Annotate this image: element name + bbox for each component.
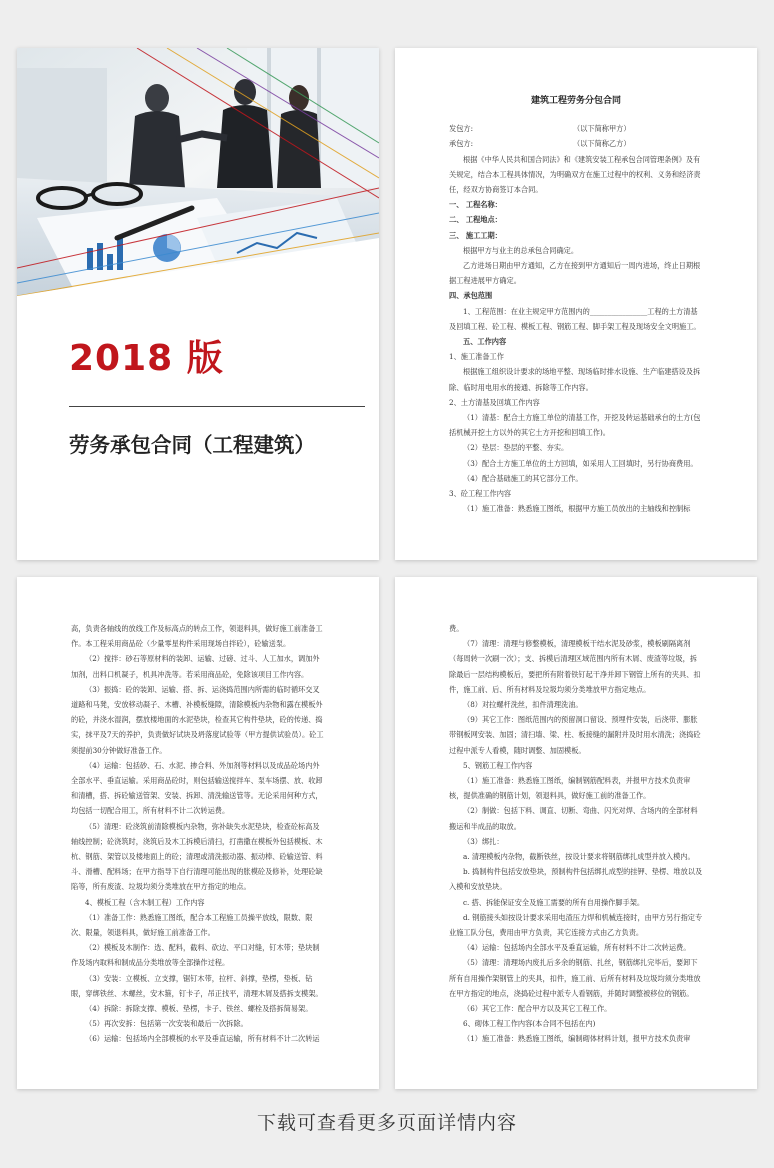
paragraph: （3）振捣：砼的装卸、运输、搭、拆、运浇捣范围内所需的临时循环交叉道路和马凳，安放移动凝子、木槽、补模板缝隙，清除模板内杂物和露在模板外的砼，并浇水湿润，摆放楼地面的水泥垫块，检查其它构件垫块，砼的传递、捣实，抹平及7天的养护，负责做好试块及坍落度试验等（甲方提供试验员）。砼工须提前30分钟做好准备工作。 <box>71 684 324 755</box>
page-3-text <box>71 621 325 1047</box>
paragraph: （1）施工准备：熟悉施工图纸，编制砌体材料计划，报甲方技术负责审 <box>463 1034 691 1044</box>
party-b-note: （以下简称乙方） <box>573 139 631 149</box>
paragraph: （4）运输：包括砂、石、水泥、掺合料、外加剂等材料以及成品砼场内外全部水平、垂直运输。采用商品砼时，则包括输送搅拌车、泵车场摆、放、收卸和清槽，搭、拆砼输送管架、安装、拆卸、清洗输送管等。无论采用何种方式，均包括一切配合用工，所有材料不计二次转运费。 <box>71 760 323 816</box>
paragraph: （1）施工准备：熟悉施工图纸，编制钢筋配料表，并报甲方技术负责审核，提供准确的钢筋计划，领退料具，做好施工前的准备工作。 <box>449 776 691 801</box>
cover-title: 劳务承包合同（工程建筑） <box>69 433 315 457</box>
page-4-text <box>449 621 703 1047</box>
paragraph: 二、 工程地点： <box>449 215 502 225</box>
paragraph: 乙方进场日期由甲方通知，乙方在接到甲方通知后一周内进场，终止日期根据工程进展甲方确定。 <box>449 261 701 286</box>
paragraph: （2）垫层：垫层的平整、夯实。 <box>463 443 569 453</box>
cover-photo <box>17 48 379 296</box>
cover-year-label: 2018 版 <box>69 338 224 379</box>
party-a-note: （以下简称甲方） <box>573 124 631 134</box>
paragraph: （6）运输：包括场内全部模板的水平及垂直运输，所有材料不计二次转运 <box>85 1034 320 1044</box>
paragraph: c. 搭、拆能保证安全及施工需要的所有自用操作脚手架。 <box>463 897 645 907</box>
paragraph: 四、承包范围 <box>449 291 493 301</box>
paragraph: 1、工程范围：在业主规定甲方范围内的________________工程的土方清基及回填工程、砼工程、模板工程、钢筋工程、脚手架工程及现场安全文明施工。 <box>449 306 701 331</box>
paragraph: 根据甲方与业主的总承包合同确定。 <box>463 245 579 255</box>
cover-divider <box>69 406 365 407</box>
paragraph: 根据《中华人民共和国合同法》和《建筑安装工程承包合同管理条例》及有关规定，结合本工程具体情况，为明确双方在施工过程中的权利、义务和经济责任，经双方协商签订本合同。 <box>449 154 701 195</box>
download-more-caption: 下载可查看更多页面详情内容 <box>256 1112 517 1134</box>
paragraph: 1、施工准备工作 <box>449 352 504 362</box>
paragraph: （1）清基：配合土方施工单位的清基工作，开挖及转运基础承台的土方(包括机械开挖土方以外的其它土方开挖和回填工作)。 <box>449 413 701 438</box>
document-page-2 <box>395 48 757 560</box>
party-a-row <box>449 121 703 136</box>
paragraph: （2）模板及木制作：选、配料，截料、砍边、平口对缝，钉木带；垫块制作及场内取料和制成品分类堆放等全部操作过程。 <box>71 943 320 968</box>
paragraph: 6、砌体工程工作内容(本合同不包括在内) <box>463 1019 596 1029</box>
paragraph: （2）制做：包括下料、调直、切断、弯曲、闪光对焊、含场内的全部材料搬运和半成品的取放。 <box>449 806 698 831</box>
page-2-text <box>449 94 703 516</box>
cover-page <box>17 48 379 560</box>
paragraph: （5）清理：砼浇筑前清除模板内杂物，弥补缺失水泥垫块，检查砼标高及轴线控制；砼浇筑时，浇筑后及木工拆模后清扫，打凿撒在模板外包括模板、木杭、钢筋、架管以及楼地面上的砼；清理或清洗振动器、振动棒、砼输送管、料斗、滑槽、配料场；在甲方指导下自行清理可能出现的胀模砼及修补，处理砼缺陷等，所有废渣、垃圾均须分类堆放在甲方指定的地点。 <box>71 821 323 892</box>
paragraph: （2）搅拌：砂石等原材料的装卸、运输、过磅、过斗、人工加水，调加外加剂，出料口机凝子，机具冲洗等。若采用商品砼，免除该项目工作内容。 <box>71 654 320 679</box>
paragraph: （9）其它工作：图纸范围内的预留洞口留设、预埋件安装，后浇带、膨胀带钢板网安装、加固；清扫墙、梁、柱、板接缝的漏附并及时用水清洗；浇捣砼过程中派专人看模，随时调整、加固模板。 <box>449 715 701 755</box>
paragraph: （5）再次安拆：包括第一次安装和最后一次拆除。 <box>85 1019 248 1029</box>
party-a-label: 发包方: <box>449 124 473 134</box>
paragraph: （3）安装：立模板、立支撑，锯钉木带，拉杆、斜撑，垫楞，垫板、钻眼，穿绑铁丝、木螺丝，安木箍，钉卡子，吊正找平，清理木屑及搭拆支模架。 <box>71 973 323 998</box>
document-title: 建筑工程劳务分包合同 <box>530 96 621 106</box>
paragraph: （5）清理：清理场内废扎后多余的钢筋、扎丝，钢筋绑扎完毕后，要卸下所有自用操作架钢管上的夹具，扣件，施工前、后所有材料及垃圾均须分类堆放在甲方指定的地点，浇捣砼过程中派专人看钢筋，并随时调整被移位的钢筋。 <box>449 958 701 998</box>
paragraph: （6）其它工作：配合甲方以及其它工程工作。 <box>463 1004 612 1014</box>
paragraph: （1）准备工作：熟悉施工图纸，配合本工程施工员操平放线，限数、限次、限量，领退料具，做好施工前准备工作。 <box>71 912 313 938</box>
paragraph: b. 捣制构件包括安放垫块，预制构件包括绑扎成型的挂钾、垫楞、堆放以及入模和安放垫块。 <box>449 867 703 892</box>
paragraph: 费。 <box>449 624 464 633</box>
party-b-row <box>449 136 703 151</box>
paragraph: 4、模板工程（含木制工程）工作内容 <box>85 897 205 907</box>
business-handshake-image <box>17 48 379 296</box>
paragraph: （4）配合基础施工的其它部分工作。 <box>463 473 583 483</box>
paragraph: 一、 工程名称： <box>449 200 502 210</box>
document-page-4 <box>395 577 757 1089</box>
page-3-paragraphs <box>71 621 325 1047</box>
paragraph: a. 清理模板内杂物，截断铁丝，按设计要求将钢筋绑扎成型并放入模内。 <box>463 852 695 862</box>
paragraph: （3）绑扎： <box>463 836 504 846</box>
paragraph: （1）施工准备：熟悉施工图纸，根据甲方施工员放出的主轴线和控制标 <box>463 504 691 514</box>
paragraph: 3、砼工程工作内容 <box>449 489 512 499</box>
paragraph: （4）运输：包括场内全部水平及垂直运输，所有材料不计二次转运费。 <box>463 943 691 953</box>
paragraph: 5、钢筋工程工作内容 <box>463 760 533 770</box>
paragraph: 五、工作内容 <box>463 337 507 347</box>
paragraph: d. 钢筋接头如按设计要求采用电渣压力焊和机械连接时，由甲方另行指定专业施工队分包，费用由甲方负责，其它连接方式由乙方负责。 <box>449 912 703 938</box>
paragraph: （3）配合土方施工单位的土方回填，如采用人工回填时，另行协商费用。 <box>463 458 698 468</box>
paragraph: 2、土方清基及回填工作内容 <box>449 397 540 407</box>
paragraph: （4）拆除：拆除支撑、模板、垫楞，卡子、铁丝、螺栓及搭拆简易架。 <box>85 1004 313 1014</box>
page-2-paragraphs <box>449 152 703 517</box>
paragraph: 三、 施工工期： <box>449 230 502 240</box>
paragraph: （7）清理：清理与修整模板，清理模板干结水泥及砂浆，模板刷隔离剂（每周转一次刷一次）；支、拆模后清理区域范围内所有木屑、废渣等垃圾，拆除最后一层结构模板后，要把所有附着铁钉起干净并卸下钢管上所有的夹具、扣件，施工前、后、所有材料及垃圾均须分类堆放甲方指定地点。 <box>449 639 701 694</box>
paragraph: 高，负责各轴线的放线工作及标高点的转点工作，领退料具，做好施工前准备工作。本工程采用商品砼（少量零星构件采用现场自拌砼），砼输送泵。 <box>71 624 323 649</box>
document-page-3 <box>17 577 379 1089</box>
paragraph: 根据施工组织设计要求的场地平整、现场临时排水设施、生产临建搭设及拆除、临时用电用水的接通、拆除等工作内容。 <box>449 367 701 392</box>
party-b-label: 承包方: <box>449 139 473 149</box>
page-4-paragraphs <box>449 621 703 1047</box>
paragraph: （8）对拉螺杆洗丝，扣件清理洗油。 <box>463 700 583 710</box>
